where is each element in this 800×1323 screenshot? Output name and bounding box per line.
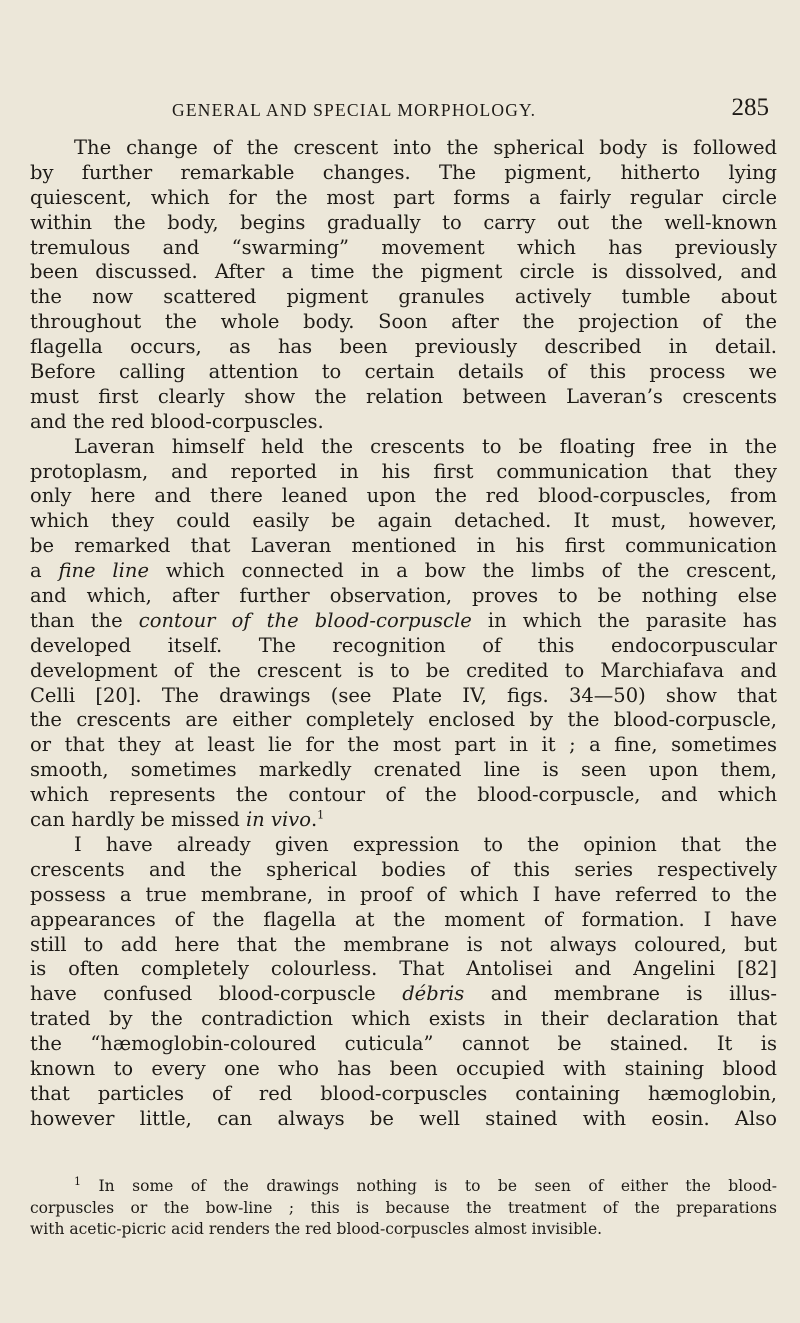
text-fragment: can hardly be missed xyxy=(30,808,246,832)
italic-phrase: débris xyxy=(402,982,465,1006)
text-line: crescents and the spherical bodies of this series respectively xyxy=(30,857,777,881)
text-line: the now scattered pigment granules actively tumble about xyxy=(30,285,777,309)
text-fragment: in which the parasite has xyxy=(471,608,777,632)
text-line: the “hæmoglobin-coloured cuticula” cannot be stained. It is xyxy=(30,1032,777,1056)
text-line: developed itself. The recognition of this endocorpuscular xyxy=(30,633,777,657)
text-line: flagella occurs, as has been previously described in detail. xyxy=(30,335,777,359)
text-line: possess a true membrane, in proof of which I have referred to the xyxy=(30,882,777,906)
text-line: appearances of the flagella at the moment of formation. I have xyxy=(30,907,777,931)
main-text xyxy=(30,136,777,1132)
text-line: be remarked that Laveran mentioned in his first communication xyxy=(30,534,777,558)
page-number: 285 xyxy=(731,94,769,121)
text-line: and the red blood-corpuscles. xyxy=(30,409,324,433)
italic-phrase: fine line xyxy=(58,559,150,583)
text-line: smooth, sometimes markedly crenated line is seen upon them, xyxy=(30,758,777,782)
text-line: however little, can always be well stained with eosin. Also xyxy=(30,1106,777,1130)
footnote-text: In some of the drawings nothing is to be seen of either the blood- xyxy=(98,1177,777,1195)
footnote-line: corpuscles or the bow-line ; this is because the treatment of the preparations xyxy=(30,1198,777,1217)
text-line: is often completely colourless. That Antolisei and Angelini [82] xyxy=(30,957,777,981)
italic-phrase: contour of the blood-corpuscle xyxy=(138,608,472,632)
text-line: still to add here that the membrane is not always coloured, but xyxy=(30,932,777,956)
text-line: which represents the contour of the blood-corpuscle, and which xyxy=(30,783,777,807)
italic-phrase: in vivo xyxy=(245,808,311,832)
running-title: GENERAL AND SPECIAL MORPHOLOGY. xyxy=(172,100,537,120)
page-header xyxy=(0,94,800,128)
text-fragment: have confused blood-corpuscle xyxy=(30,982,403,1006)
footnote-reference[interactable]: 1 xyxy=(317,808,325,822)
text-line: quiescent, which for the most part forms a fairly regular circle xyxy=(30,185,777,209)
footnote-line xyxy=(30,1176,777,1198)
text-line: and which, after further observation, proves to be nothing else xyxy=(30,584,777,608)
text-line: which they could easily be again detached. It must, however, xyxy=(30,509,777,533)
text-line: Before calling attention to certain details of this process we xyxy=(30,360,777,384)
text-line xyxy=(30,982,777,1007)
text-fragment: than the xyxy=(30,608,139,632)
text-fragment: . xyxy=(310,808,318,832)
text-line: the crescents are either completely enclosed by the blood-corpuscle, xyxy=(30,708,777,732)
text-line: The change of the crescent into the spherical body is followed xyxy=(74,136,777,159)
footnote-line: with acetic-picric acid renders the red blood-corpuscles almost invisible. xyxy=(30,1220,603,1238)
text-line: by further remarkable changes. The pigment, hitherto lying xyxy=(30,160,777,184)
text-line: throughout the whole body. Soon after the projection of the xyxy=(30,310,777,334)
text-line xyxy=(30,609,777,634)
text-line xyxy=(30,559,777,584)
text-line xyxy=(30,808,777,833)
text-line: I have already given expression to the opinion that the xyxy=(74,832,777,856)
text-line: trated by the contradiction which exists in their declaration that xyxy=(30,1007,777,1031)
text-fragment: and membrane is illus- xyxy=(464,982,777,1006)
text-line: development of the crescent is to be credited to Marchiafava and xyxy=(30,658,777,682)
text-fragment: which connected in a bow the limbs of the crescent, xyxy=(149,559,777,583)
text-line: or that they at least lie for the most part in it ; a fine, sometimes xyxy=(30,733,777,757)
footnote xyxy=(30,1176,777,1241)
text-line: known to every one who has been occupied with staining blood xyxy=(30,1056,777,1080)
text-line: that particles of red blood-corpuscles containing hæmoglobin, xyxy=(30,1081,777,1105)
text-line: Celli [20]. The drawings (see Plate IV, figs. 34—50) show that xyxy=(30,683,777,707)
text-fragment: a xyxy=(30,559,59,583)
text-line: Laveran himself held the crescents to be floating free in the xyxy=(74,434,777,458)
text-line: must first clearly show the relation between Laveran’s crescents xyxy=(30,384,777,408)
footnote-marker: 1 xyxy=(74,1174,81,1188)
text-line: tremulous and “swarming” movement which has previously xyxy=(30,235,777,259)
text-line: protoplasm, and reported in his first communication that they xyxy=(30,459,777,483)
text-line: within the body, begins gradually to carry out the well-known xyxy=(30,210,777,234)
text-line: only here and there leaned upon the red blood-corpuscles, from xyxy=(30,484,777,508)
text-line: been discussed. After a time the pigment circle is dissolved, and xyxy=(30,260,777,284)
